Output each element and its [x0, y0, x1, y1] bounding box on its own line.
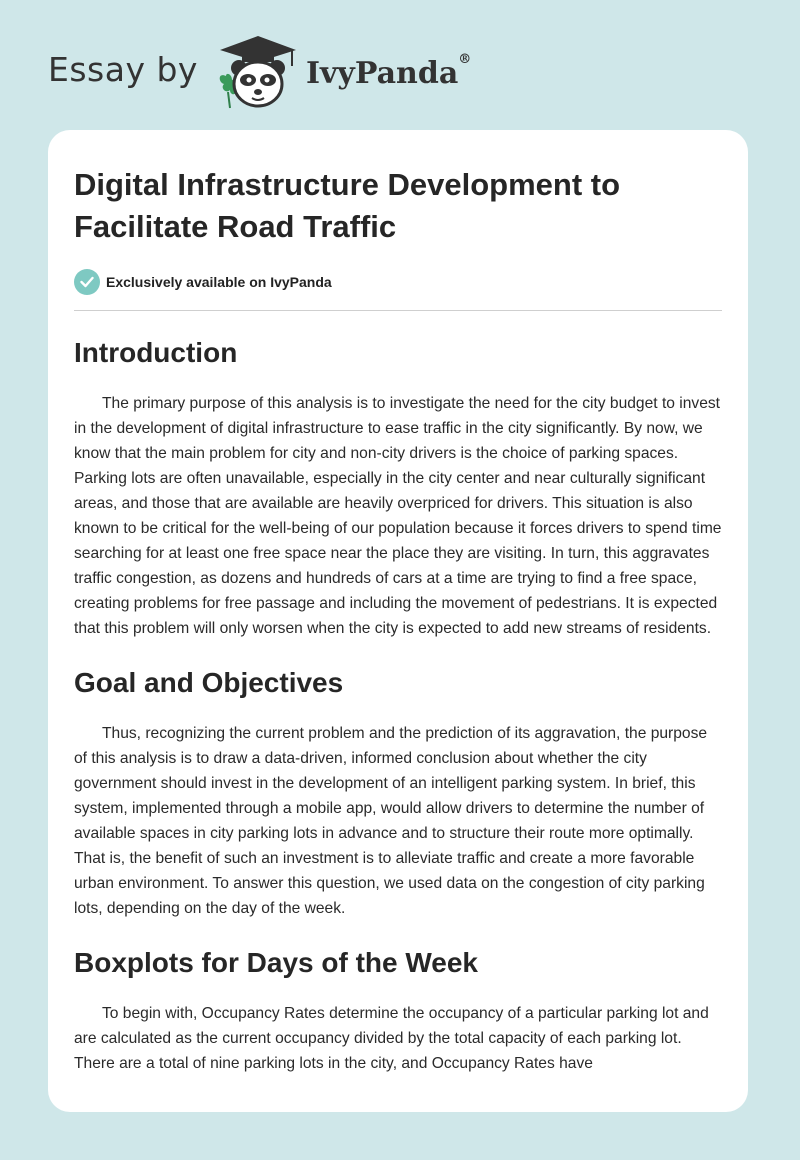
brand-name[interactable]: IvyPanda®: [305, 51, 472, 91]
section-body-goal: Thus, recognizing the current problem and the prediction of its aggravation, the purpose of this analysis is to draw a data-driven, informed conclusion about whether the city government should invest in the development of an intelligent parking system. In brief, this system, implemented through a mobile app, would allow drivers to determine the number of available spaces in city parking lots in advance and to structure their route more optimally. That is, the benefit of such an investment is to alleviate traffic and create a more favorable urban environment. To answer this question, we used data on the congestion of city parking lots, depending on the day of the week.: [74, 725, 708, 917]
divider: [74, 310, 722, 311]
section-heading-goal: Goal and Objectives: [74, 667, 344, 698]
exclusive-label: Exclusively available on IvyPanda: [106, 274, 332, 290]
section-body-introduction: The primary purpose of this analysis is to investigate the need for the city budget to invest in the development of digital infrastructure to ease traffic in the city significantly. By now, we know that the main problem for city and non-city drivers is the choice of parking spaces. Parking lots are often unavailable, especially in the city center and near culturally significant areas, and those that are available are heavily overpriced for drivers. This situation is also known to be critical for the well-being of our population because it forces drivers to spend time searching for at least one free space near the place they are visiting. In turn, this aggravates traffic congestion, as dozens and hundreds of cars at a time are trying to find a free space, creating problems for free passage and including the movement of pedestrians. It is expected that this problem will only worsen when the city is expected to add new streams of residents.: [74, 395, 722, 637]
panda-logo-icon[interactable]: [212, 34, 304, 110]
check-icon: [74, 269, 100, 295]
section-heading-introduction: Introduction: [74, 337, 238, 368]
essay-by-label: Essay by: [48, 49, 198, 89]
exclusive-badge: [74, 268, 722, 296]
article-card: [48, 130, 748, 1112]
section-body-boxplots: To begin with, Occupancy Rates determine the occupancy of a particular parking lot and are calculated as the current occupancy divided by the total capacity of each parking lot. There are a total of nine parking lots in the city, and Occupancy Rates have: [74, 1005, 709, 1072]
registered-mark: ®: [458, 51, 472, 67]
site-header: [48, 34, 748, 110]
section-heading-boxplots: Boxplots for Days of the Week: [74, 947, 479, 978]
article-title: Digital Infrastructure Development to Facilitate Road Traffic: [74, 167, 621, 244]
